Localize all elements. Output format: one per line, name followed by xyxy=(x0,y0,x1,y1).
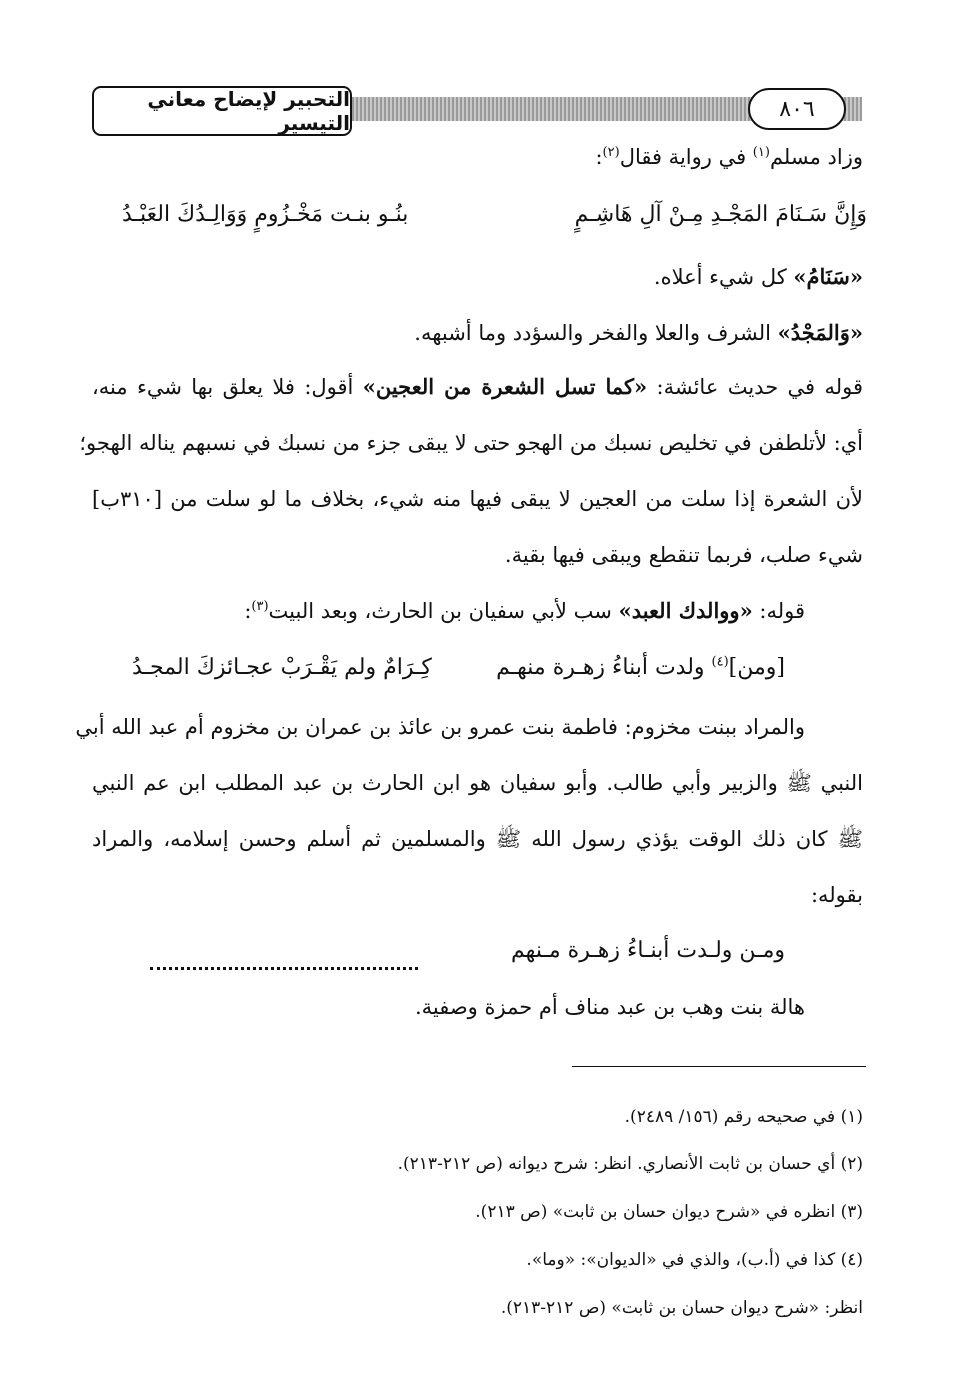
page-number: ٨٠٦ xyxy=(748,88,846,130)
paragraph1-line4: شيء صلب، فربما تنقطع ويبقى فيها بقية. xyxy=(504,543,863,567)
definition-sanam: «سَنَامُ» كل شيء أعلاه. xyxy=(653,264,863,289)
footnote-4-continuation: انظر: «شرح ديوان حسان بن ثابت» (ص ٢١٢-٢١٣). xyxy=(500,1298,863,1318)
verse2-hemistich-2: كِـرَامٌ ولم يَقْـرَبْ عجـائزكَ المجـدُ xyxy=(132,655,432,680)
definition-majd: «وَالمَجْدُ» الشرف والعلا والفخر والسؤدد وما أشبهه. xyxy=(414,320,863,345)
closing-line: هالة بنت وهب بن عبد مناف أم حمزة وصفية. xyxy=(414,995,805,1019)
book-title: التحبير لإيضاح معاني التيسير xyxy=(92,86,352,136)
footnote-ref-2[interactable]: (٢) xyxy=(602,145,620,160)
footnote-separator xyxy=(572,1066,866,1067)
paragraph1-line1: قوله في حديث عائشة: «كما تسل الشعرة من العجين» أقول: فلا يعلق بها شيء منه، xyxy=(92,374,863,399)
footnote-ref-4[interactable]: (٤) xyxy=(711,654,729,670)
footnote-ref-3[interactable]: (٣) xyxy=(251,599,269,614)
paragraph3-line4: بقوله: xyxy=(810,883,863,907)
verse1-hemistich-1: وَإِنَّ سَـنَامَ المَجْـدِ مِـنْ آلِ هَاشِـمٍ xyxy=(574,202,867,227)
intro-line: وزاد مسلم$^{(١)}$ في رواية فقال$^{(٢)}$: xyxy=(595,145,863,169)
footnote-1: (١) في صحيحه رقم (١٥٦/ ٢٤٨٩). xyxy=(624,1107,863,1127)
paragraph3-line2: النبي ﷺ والزبير وأبي طالب. وأبو سفيان هو ابن الحارث بن عبد المطلب ابن عم النبي xyxy=(92,771,863,795)
verse1-hemistich-2: بنُـو بنـت مَخْـزُومٍ وَوَالِـدُكَ العَبْـدُ xyxy=(122,202,409,227)
paragraph1-line2: أي: لأتلطفن في تخليص نسبك من الهجو حتى لا يبقى جزء من نسبك في نسبهم يناله الهجو؛ xyxy=(79,431,863,455)
footnote-ref-1[interactable]: (١) xyxy=(752,145,770,160)
verse3-ellipsis-dots xyxy=(150,953,418,970)
paragraph1-line3: لأن الشعرة إذا سلت من العجين لا يبقى فيها منه شيء، بخلاف ما لو سلت من [٣١٠ب] xyxy=(92,487,863,511)
footnote-3: (٣) انظره في «شرح ديوان حسان بن ثابت» (ص ٢١٣). xyxy=(475,1202,863,1222)
footnote-4: (٤) كذا في (أ.ب)، والذي في «الديوان»: «وما». xyxy=(526,1250,863,1270)
verse3-hemistich-1: ومـن ولـدت أبنـاءُ زهـرة مـنهم xyxy=(511,938,785,963)
paragraph3-line3: ﷺ كان ذلك الوقت يؤذي رسول الله ﷺ والمسلمين ثم أسلم وحسن إسلامه، والمراد xyxy=(92,827,863,851)
paragraph2-line1: قوله: «ووالدك العبد» سب لأبي سفيان بن الحارث، وبعد البيت$^{(٣)}$: xyxy=(244,598,805,623)
paragraph3-line1: والمراد ببنت مخزوم: فاطمة بنت عمرو بن عائذ بن عمران بن مخزوم أم عبد الله أبي xyxy=(75,715,805,739)
footnote-2: (٢) أي حسان بن ثابت الأنصاري. انظر: شرح ديوانه (ص ٢١٢-٢١٣). xyxy=(397,1154,863,1174)
verse2-hemistich-1: [ومن]$^{(٤)}$ ولدت أبناءُ زهـرة منهـم xyxy=(496,654,785,680)
